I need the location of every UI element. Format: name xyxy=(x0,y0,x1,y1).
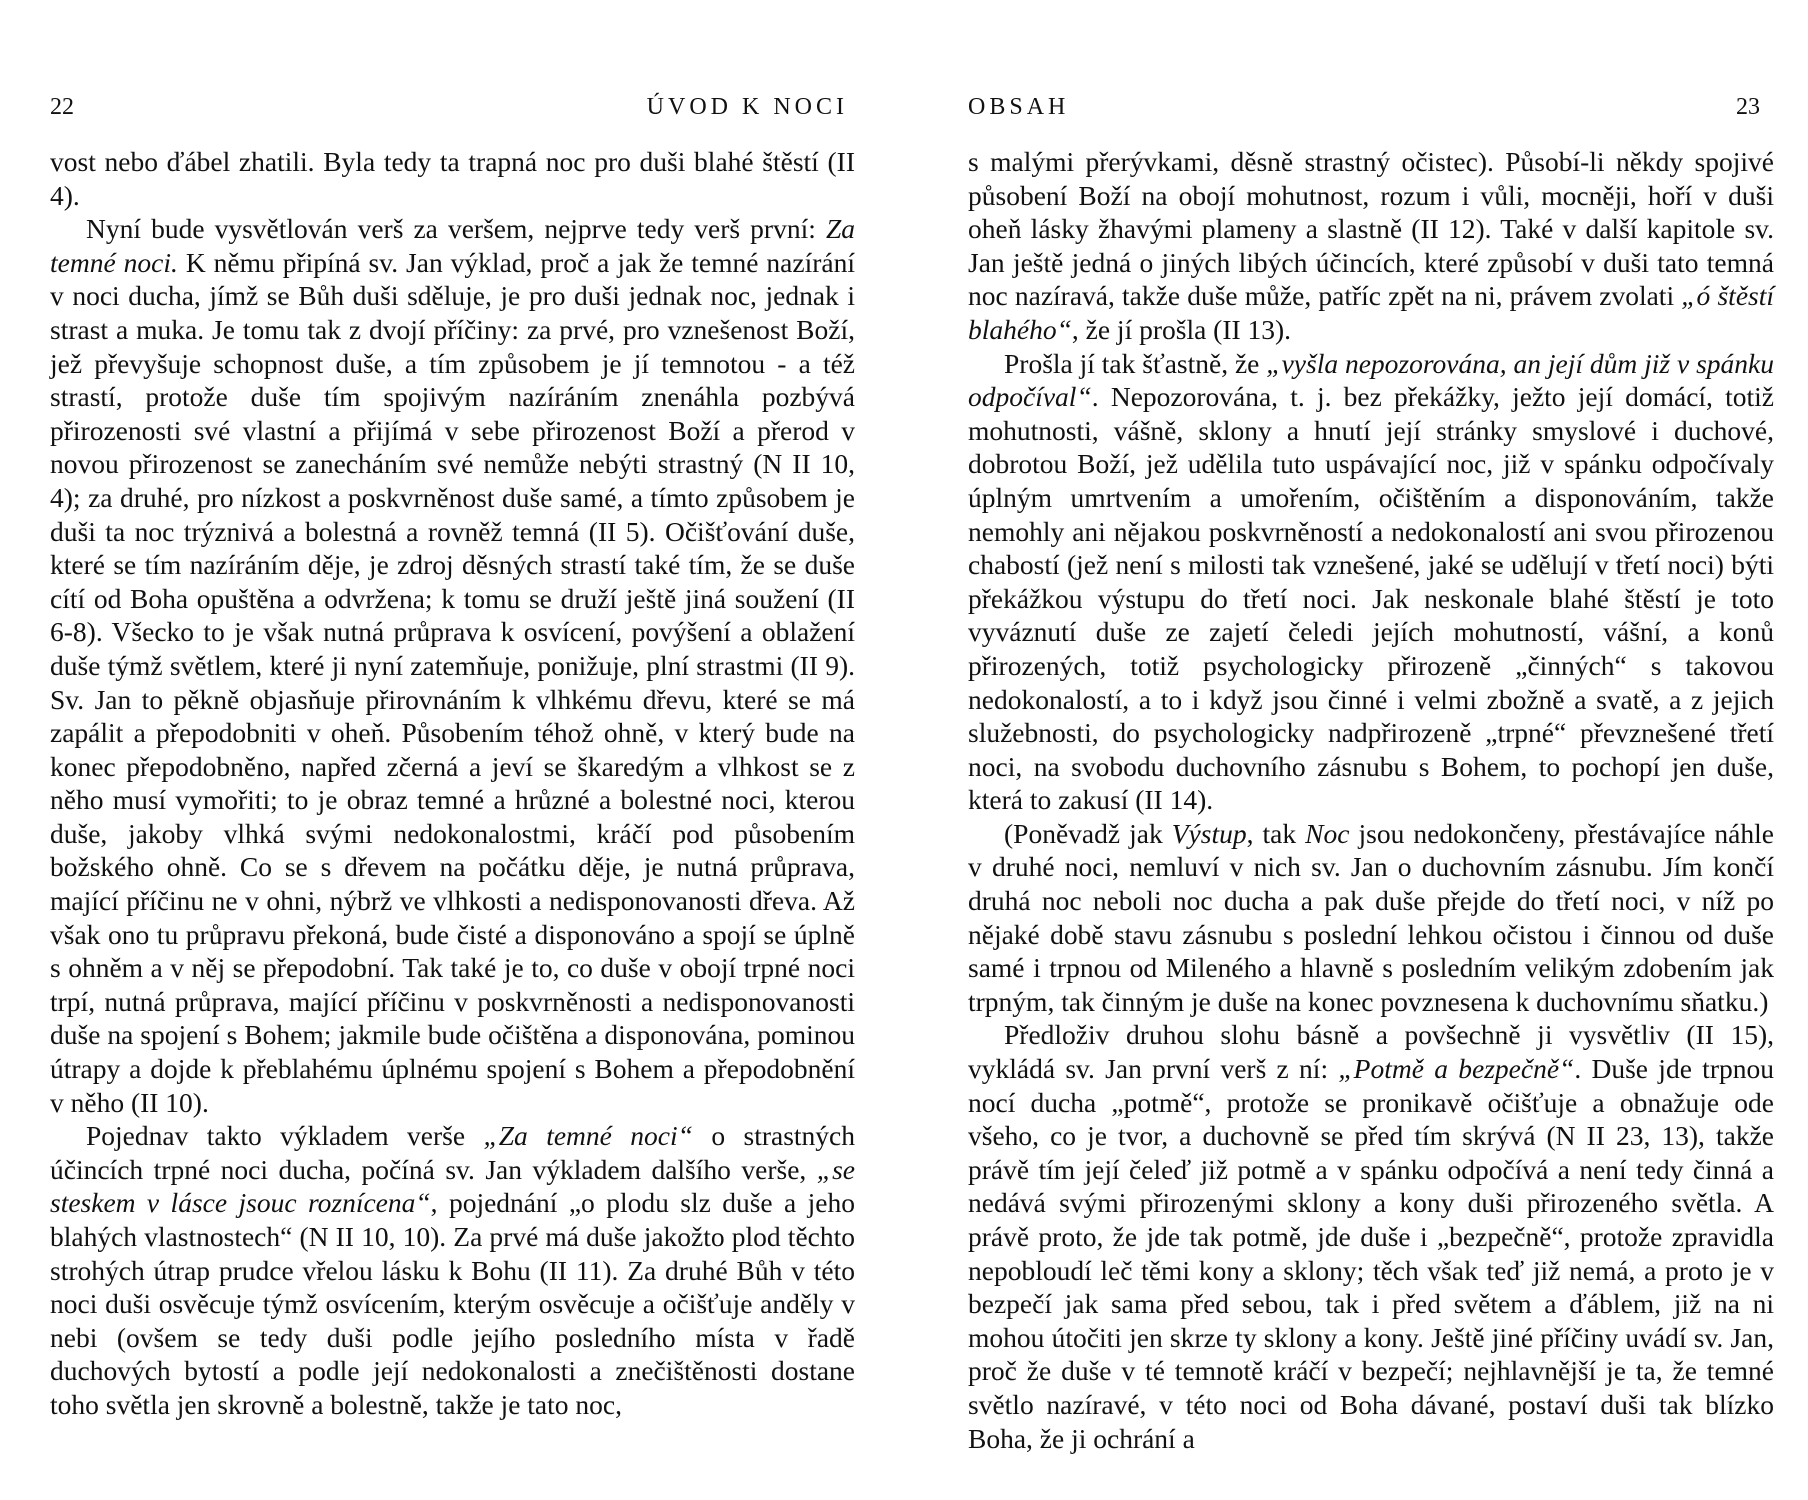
text-column xyxy=(968,145,1774,1455)
text-run: vost nebo ďábel zhatili. Byla tedy ta trapná noc pro duši blahé štěstí (II 4). xyxy=(50,146,855,211)
text-run: (Poněvadž jak xyxy=(1004,817,1172,849)
text-run: . Duše jde trpnou nocí ducha „potmě“, protože se pronikavě očišťuje a obnažuje ode všeho, co je tvor, a duchovně se před tím skrývá (N II 23, 13), takže právě tím její čeleď již potmě a v spánku odpočívá a není tedy činná a nedává svými přirozenými sklony a kony duši přirozeného světla. A právě proto, že jde tak potmě, jde duše i „bezpečně“, protože zpravidla nepobloudí leč těmi kony a sklony; těch však teď již nemá, a proto je v bezpečí jak sama před sebou, tak i před světem a ďáblem, již na ni mohou útočiti jen skrze ty sklony a kony. Ještě jiné příčiny uvádí sv. Jan, proč že duše v té temnotě kráčí v bezpečí; nejhlavnější je ta, že temné světlo nazíravé, v této noci od Boha dávané, postaví duši tak blízko Boha, že ji ochrání a xyxy=(968,1053,1774,1454)
text-run: , tak xyxy=(1246,817,1306,849)
paragraph xyxy=(50,1119,855,1421)
text-run: s malými přerývkami, děsně strastný očistec). Působí-li někdy spojivé působení Boží na obojí mohutnost, rozum i vůli, mocněji, hoří v duši oheň lásky žhavými plameny a slastně (II 12). Také v další kapitole sv. Jan ještě jedná o jiných libých účincích, které způsobí v duši tato temná noc nazíravá, takže duše může, patříc zpět na ni, právem zvolati xyxy=(968,146,1774,312)
text-run: Nyní bude vysvětlován verš za veršem, nejprve tedy verš první: xyxy=(86,213,826,245)
page-number: 22 xyxy=(50,94,74,120)
paragraph xyxy=(968,817,1774,1019)
italic-text: „vyšla nepozorována, an její dům již v spánku odpočíval“ xyxy=(968,347,1774,413)
italic-text: „ó štěstí blahého“ xyxy=(968,280,1775,345)
paragraph xyxy=(968,1018,1774,1455)
text-run: K němu připíná sv. Jan výklad, proč a jak že temné nazírání v noci ducha, jímž se Bůh duši sděluje, je pro duši jednak noc, jednak i strast a muka. Je tomu tak z dvojí příčiny: za prvé, pro vznešenost Boží, jež převyšuje schopnost duše, a tím způsobem je jí temnotou - a též strastí, protože duše tím spojivým nazíráním znenáhla pozbývá přirozenosti své vlastní a přijímá v sebe přirozenost Boží a přerod v novou přirozenost se zanecháním své nemůže nebýti strastný (N II 10, 4); za druhé, pro nízkost a poskvrněnost duše samé, a tímto způsobem je duši ta noc trýznivá a bolestná a rovněž temná (II 5). Očišťování duše, které se tím nazíráním děje, je zdroj děsných strastí také tím, že se duše cítí od Boha opuštěna a odvržena; k tomu se druží ještě jiná soužení (II 6-8). Všecko to je však nutná průprava k osvícení, povýšení a oblažení duše týmž světlem, které ji nyní zatemňuje, ponižuje, plní strastmi (II 9). Sv. Jan to pěkně objasňuje přirovnáním k vlhkému dřevu, které se má zapálit a přepodobniti v oheň. Působením téhož ohně, v který bude na konec přepodobněno, napřed zčerná a jeví se škaredým a vlhkost se z něho musí vymořiti; to je obraz temné a hrůzné a bolestné noci, kterou duše, jakoby vlhká svými nedokonalostmi, kráčí pod působením božského ohně. Co se s dřevem na počátku děje, je nutná průprava, mající příčinu ne v ohni, nýbrž ve vlhkosti a nedisponovanosti dřeva. Až však ono tu průpravu překoná, bude čisté a disponováno a spojí se úplně s ohněm a v něj se přepodobní. Tak také je to, co duše v obojí trpné noci trpí, nutná průprava, mající příčinu v poskvrněnosti a nedisponovanosti duše na spojení s Bohem; jakmile bude očištěna a disponována, pominou útrapy a dojde k přeblahému úplnému spojení s Bohem a přepodobnění v něho (II 10). xyxy=(50,246,855,1118)
italic-text: Noc xyxy=(1305,817,1350,849)
text-run: jsou nedokončeny, přestávajíce náhle v druhé noci, nemluví v nich sv. Jan o duchovním zásnubu. Jím končí druhá noc neboli noc ducha a pak duše přejde do třetí noci, v níž po nějaké době stavu zásnubu s poslední lehkou očistou i činnou od duše samé i trpnou od Mileného a hlavně s posledním velikým zdobením jak trpným, tak činným je duše na konec povznesena k duchovnímu sňatku.) xyxy=(968,817,1774,1017)
italic-text: Výstup xyxy=(1171,817,1247,849)
text-run: Předloživ druhou slohu básně a povšechně ji vysvětliv (II 15), vykládá sv. Jan první verš z ní: xyxy=(968,1019,1774,1085)
paragraph xyxy=(968,145,1774,347)
italic-text: „se steskem v lásce jsouc roznícena“ xyxy=(50,1153,855,1219)
italic-text: „Potmě a bezpečně“ xyxy=(1338,1053,1575,1085)
right-page xyxy=(904,0,1808,1500)
text-run: Pojednav takto výkladem verše xyxy=(86,1120,484,1152)
page-number: 23 xyxy=(1736,94,1760,120)
paragraph xyxy=(50,212,855,1119)
paragraph xyxy=(50,145,855,212)
text-run: . Nepozorována, t. j. bez překážky, ježto její domácí, totiž mohutnosti, vášně, sklony a hnutí její stránky smyslové i duchové, dobrotou Boží, jež udělila tuto uspávající noc, již v spánku odpočívaly úplným umrtvením a umořením, očištěním a disponováním, takže nemohly ani nějakou poskvrněností a nedokonalostí ani svou přirozenou chabostí (jež není s milosti tak vznešené, jaké se udělují v třetí noci) býti překážkou výstupu do třetí noci. Jak neskonale blahé štěstí je toto vyváznutí duše ze zajetí čeledi jejích mohutností, vášní, a konů přirozených, totiž psychologicky přirozeně „činných“ s takovou nedokonalostí, a to i když jsou činné i velmi zbožně a svatě, a z jejich služebnosti, do psychologicky nadpřirozeně „trpné“ převznešené třetí noci, na svobodu duchovního zásnubu s Bohem, to pochopí jen duše, která to zakusí (II 14). xyxy=(968,381,1774,816)
italic-text: „Za temné noci“ xyxy=(483,1120,693,1152)
italic-text: Za temné noci. xyxy=(50,213,855,278)
running-title: OBSAH xyxy=(968,94,1070,120)
running-title: ÚVOD K NOCI xyxy=(646,94,848,120)
text-column xyxy=(50,145,855,1422)
text-run: Prošla jí tak šťastně, že xyxy=(1004,347,1267,379)
text-run: , pojednání „o plodu slz duše a jeho blahých vlastnostech“ (N II 10, 10). Za prvé má duše jakožto plod těchto strohých útrap prudce vřelou lásku k Bohu (II 11). Za druhé Bůh v této noci duši osvěcuje týmž osvícením, kterým osvěcuje a očišťuje anděly v nebi (ovšem se tedy duši podle jejího posledního místa v řadě duchových bytostí a podle její nedokonalosti a znečištěnosti dostane toho světla jen skrovně a bolestně, takže je tato noc, xyxy=(50,1187,855,1420)
text-run: o strastných účincích trpné noci ducha, počíná sv. Jan výkladem dalšího verše, xyxy=(50,1120,855,1185)
paragraph xyxy=(968,347,1774,817)
text-run: , že jí prošla (II 13). xyxy=(1071,313,1292,345)
